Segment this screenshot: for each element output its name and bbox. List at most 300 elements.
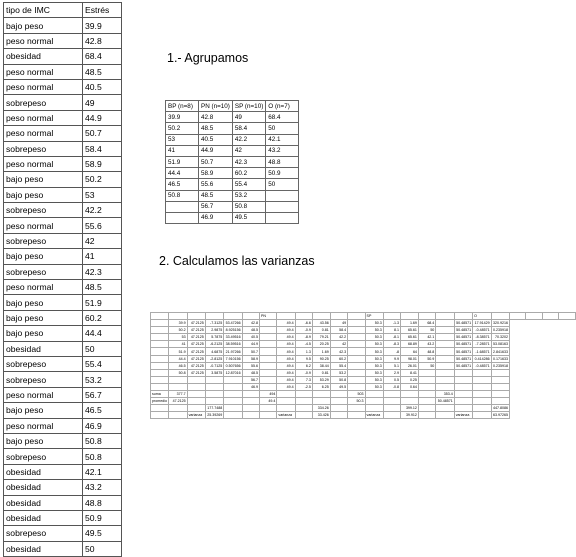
table-cell bbox=[260, 320, 277, 327]
table-cell: 39.9 bbox=[83, 18, 122, 33]
section-title-varianzas: 2. Calculamos las varianzas bbox=[159, 254, 315, 268]
table-cell bbox=[169, 405, 187, 412]
table-cell: 7.3 bbox=[295, 376, 312, 383]
table-cell: 50.48571 bbox=[437, 399, 453, 404]
table-cell: 8.1 bbox=[383, 327, 400, 334]
table-cell bbox=[312, 391, 330, 398]
table-row bbox=[151, 341, 576, 348]
table-cell bbox=[151, 362, 169, 369]
table-row bbox=[151, 369, 576, 376]
table-cell: 50.9 bbox=[266, 168, 299, 179]
table-cell bbox=[383, 412, 400, 419]
table-cell: -0.48571 bbox=[473, 362, 491, 369]
table-row bbox=[4, 326, 122, 341]
table-cell: 50.48571 bbox=[456, 349, 472, 354]
table-cell: 0.171633 bbox=[493, 356, 508, 361]
table-cell bbox=[436, 355, 454, 362]
table-cell: 53 bbox=[166, 134, 199, 145]
table-row bbox=[4, 264, 122, 279]
table-cell: 53.2 bbox=[330, 369, 347, 376]
table-cell: 55.4 bbox=[83, 356, 122, 371]
table-cell: obesidad bbox=[4, 480, 83, 495]
table-cell: -0.8 bbox=[383, 383, 400, 390]
table-cell: varianza bbox=[187, 412, 205, 419]
table-cell: 48.8 bbox=[83, 495, 122, 510]
table-cell: 49.5 bbox=[83, 526, 122, 541]
table-row bbox=[166, 168, 299, 179]
table-cell: 65.61 bbox=[401, 327, 419, 334]
table-cell: 43.2 bbox=[418, 341, 435, 348]
table-cell bbox=[224, 391, 242, 398]
grouped-table bbox=[165, 100, 299, 224]
table-row bbox=[4, 295, 122, 310]
table-cell: 50.3 bbox=[365, 383, 383, 390]
table-cell: 48.8 bbox=[266, 156, 299, 167]
table-cell bbox=[260, 327, 277, 334]
table-cell: 44.9 bbox=[83, 110, 122, 125]
table-cell: tipo de IMC bbox=[4, 3, 83, 18]
table-row bbox=[151, 348, 576, 355]
table-cell bbox=[491, 398, 509, 405]
table-cell bbox=[242, 398, 259, 405]
table-cell: 51.9 bbox=[166, 156, 199, 167]
variance-table-body bbox=[151, 313, 576, 419]
table-cell: 50.3 bbox=[365, 348, 383, 355]
table-cell: 55.6 bbox=[242, 362, 259, 369]
table-cell bbox=[224, 376, 242, 383]
table-row bbox=[4, 372, 122, 387]
table-row bbox=[151, 320, 576, 327]
table-cell: -7.28571 bbox=[473, 341, 491, 348]
table-row bbox=[4, 541, 122, 556]
table-cell: 50 bbox=[83, 341, 122, 356]
table-cell bbox=[330, 412, 347, 419]
table-cell: 334.26 bbox=[312, 405, 330, 412]
table-cell: SP bbox=[365, 313, 383, 320]
table-cell: 50.8 bbox=[166, 190, 199, 201]
table-cell: 20.25 bbox=[312, 341, 330, 348]
table-cell: 50.48571 bbox=[456, 321, 472, 326]
table-row bbox=[4, 280, 122, 295]
table-cell: 53 bbox=[169, 334, 187, 341]
table-cell bbox=[312, 313, 330, 320]
table-cell: peso normal bbox=[4, 64, 83, 79]
table-cell bbox=[260, 412, 277, 419]
table-cell: sobrepeso bbox=[4, 356, 83, 371]
table-cell: 50.3 bbox=[348, 398, 365, 405]
table-cell: 51.9 bbox=[169, 348, 187, 355]
table-cell: -0.7125 bbox=[205, 362, 223, 369]
table-cell: -2.5 bbox=[295, 383, 312, 390]
table-cell: 42 bbox=[232, 145, 265, 156]
table-cell: 2.9 bbox=[383, 369, 400, 376]
table-cell: 64 bbox=[401, 348, 419, 355]
table-cell bbox=[365, 398, 383, 405]
table-cell: 50.2 bbox=[166, 123, 199, 134]
table-cell bbox=[473, 391, 491, 398]
table-cell bbox=[348, 355, 365, 362]
table-cell: -8 bbox=[383, 348, 400, 355]
table-cell: 39.9 bbox=[169, 320, 187, 327]
table-row bbox=[4, 33, 122, 48]
table-row bbox=[151, 391, 576, 398]
table-cell bbox=[224, 398, 242, 405]
table-cell: 38.59516 bbox=[225, 342, 241, 347]
table-cell bbox=[295, 412, 312, 419]
table-row bbox=[166, 156, 299, 167]
table-cell bbox=[454, 369, 472, 376]
table-cell: 48.5 bbox=[83, 280, 122, 295]
table-cell bbox=[436, 320, 454, 327]
table-cell bbox=[436, 348, 454, 355]
table-cell: SP (n=10) bbox=[232, 101, 265, 112]
table-cell bbox=[151, 412, 169, 419]
table-cell bbox=[436, 405, 454, 412]
table-cell: 48.5 bbox=[199, 123, 233, 134]
table-cell: 5.1 bbox=[383, 362, 400, 369]
table-cell: -4.5 bbox=[295, 341, 312, 348]
table-cell: 65.61 bbox=[401, 334, 419, 341]
table-cell: peso normal bbox=[4, 79, 83, 94]
table-cell: 41 bbox=[166, 145, 199, 156]
table-row bbox=[4, 510, 122, 525]
table-cell: peso normal bbox=[4, 126, 83, 141]
table-cell bbox=[260, 369, 277, 376]
table-cell: 50.7 bbox=[199, 156, 233, 167]
table-cell bbox=[330, 391, 347, 398]
table-row bbox=[4, 356, 122, 371]
table-row bbox=[4, 64, 122, 79]
table-cell: 42.3 bbox=[330, 348, 347, 355]
table-cell: 44.9 bbox=[199, 145, 233, 156]
table-cell: 53.2 bbox=[232, 190, 265, 201]
table-cell bbox=[473, 369, 491, 376]
table-cell bbox=[187, 376, 205, 383]
table-cell: varianza bbox=[365, 412, 383, 419]
table-cell: peso normal bbox=[4, 218, 83, 233]
table-cell: 51.9 bbox=[83, 295, 122, 310]
table-cell bbox=[260, 405, 277, 412]
table-cell: 46.9 bbox=[83, 418, 122, 433]
table-cell bbox=[242, 391, 259, 398]
table-row bbox=[151, 327, 576, 334]
table-cell bbox=[224, 313, 242, 320]
table-cell: 58.4 bbox=[330, 327, 347, 334]
table-cell bbox=[260, 376, 277, 383]
table-cell bbox=[418, 391, 435, 398]
table-cell bbox=[436, 341, 454, 348]
table-cell: PN bbox=[260, 313, 277, 320]
table-cell: 49.4 bbox=[277, 362, 295, 369]
table-cell: 40.5 bbox=[199, 134, 233, 145]
table-cell: 44.4 bbox=[83, 326, 122, 341]
table-cell bbox=[473, 376, 491, 383]
table-cell: -8.3 bbox=[383, 341, 400, 348]
table-cell: 42.3 bbox=[232, 156, 265, 167]
table-cell: 49.4 bbox=[277, 383, 295, 390]
table-cell: 47.2125 bbox=[187, 341, 205, 348]
table-cell bbox=[295, 313, 312, 320]
table-cell: 26.01 bbox=[401, 362, 419, 369]
table-cell: 42.8 bbox=[83, 33, 122, 48]
table-cell: 46.5 bbox=[83, 403, 122, 418]
table-cell: 49.4 bbox=[277, 369, 295, 376]
table-cell: obesidad bbox=[4, 541, 83, 556]
table-row bbox=[4, 49, 122, 64]
table-cell: 90.25 bbox=[312, 355, 330, 362]
table-cell: 43.2 bbox=[266, 145, 299, 156]
table-row bbox=[4, 79, 122, 94]
table-row bbox=[4, 310, 122, 325]
table-cell bbox=[277, 405, 295, 412]
table-cell: 50.8 bbox=[83, 433, 122, 448]
table-cell: 1.69 bbox=[401, 320, 419, 327]
table-cell: sobrepeso bbox=[4, 449, 83, 464]
table-cell: 40.5 bbox=[242, 334, 259, 341]
table-cell: bajo peso bbox=[4, 295, 83, 310]
table-cell: 49.4 bbox=[277, 355, 295, 362]
table-cell bbox=[418, 369, 435, 376]
table-cell bbox=[348, 313, 365, 320]
table-cell: 33.426 bbox=[312, 412, 330, 419]
table-cell: obesidad bbox=[4, 464, 83, 479]
table-cell: 49.4 bbox=[260, 398, 277, 405]
table-cell bbox=[418, 412, 435, 419]
table-cell bbox=[348, 383, 365, 390]
table-row bbox=[4, 233, 122, 248]
table-cell: 58.9 bbox=[199, 168, 233, 179]
table-cell bbox=[383, 391, 400, 398]
table-cell bbox=[151, 369, 169, 376]
table-cell bbox=[348, 405, 365, 412]
table-cell: obesidad bbox=[4, 510, 83, 525]
table-cell bbox=[151, 334, 169, 341]
table-cell: 353.4 bbox=[436, 391, 454, 398]
table-cell: -8.38571 bbox=[473, 334, 491, 341]
table-cell: 50.3 bbox=[365, 320, 383, 327]
table-row bbox=[166, 123, 299, 134]
table-cell: 21.97266 bbox=[225, 349, 241, 354]
table-cell bbox=[266, 190, 299, 201]
table-cell: 50.3 bbox=[365, 355, 383, 362]
table-cell bbox=[491, 383, 509, 390]
table-cell: 47.2125 bbox=[187, 355, 205, 362]
table-cell: Estrés bbox=[83, 3, 122, 18]
table-cell: peso normal bbox=[4, 156, 83, 171]
table-cell: 6.2 bbox=[295, 362, 312, 369]
table-cell bbox=[436, 376, 454, 383]
table-cell bbox=[205, 313, 223, 320]
table-cell: 39.9 bbox=[166, 112, 199, 123]
table-row bbox=[4, 18, 122, 33]
table-cell bbox=[295, 398, 312, 405]
table-cell: 48.5 bbox=[83, 64, 122, 79]
table-cell: 9.5 bbox=[295, 355, 312, 362]
table-cell: 68.4 bbox=[266, 112, 299, 123]
table-cell: 49.4 bbox=[277, 348, 295, 355]
table-cell: 60.2 bbox=[330, 355, 347, 362]
table-cell: 25.39269 bbox=[207, 413, 223, 418]
table-cell bbox=[454, 313, 472, 320]
table-cell: 53.29 bbox=[312, 376, 330, 383]
table-cell bbox=[348, 369, 365, 376]
table-cell bbox=[205, 376, 223, 383]
table-cell: -1.3 bbox=[383, 320, 400, 327]
table-row bbox=[4, 203, 122, 218]
table-cell bbox=[169, 383, 187, 390]
table-cell: peso normal bbox=[4, 33, 83, 48]
table-cell bbox=[383, 313, 400, 320]
table-cell: 48.5 bbox=[199, 190, 233, 201]
table-cell: 49.4 bbox=[277, 341, 295, 348]
table-cell: sobrepeso bbox=[4, 372, 83, 387]
table-cell: -0.9 bbox=[295, 327, 312, 334]
table-cell: 50.7 bbox=[83, 126, 122, 141]
table-cell bbox=[330, 313, 347, 320]
table-cell: 68.89 bbox=[401, 341, 419, 348]
table-cell: 63.97265 bbox=[493, 413, 508, 418]
table-cell: 49.4 bbox=[277, 376, 295, 383]
table-cell: 6.25 bbox=[312, 383, 330, 390]
table-cell bbox=[348, 334, 365, 341]
table-cell: 8.925156 bbox=[225, 328, 241, 333]
table-row bbox=[166, 145, 299, 156]
table-cell: 53 bbox=[83, 187, 122, 202]
table-cell: 42.1 bbox=[83, 464, 122, 479]
table-cell: -0.9 bbox=[295, 369, 312, 376]
table-cell bbox=[224, 412, 242, 419]
table-cell: 47.2125 bbox=[187, 327, 205, 334]
table-row bbox=[4, 341, 122, 356]
table-row bbox=[151, 405, 576, 412]
table-cell bbox=[418, 383, 435, 390]
table-cell: 58.4 bbox=[83, 141, 122, 156]
table-cell bbox=[260, 383, 277, 390]
table-row bbox=[4, 449, 122, 464]
table-cell: 8.41 bbox=[401, 369, 419, 376]
table-cell bbox=[436, 383, 454, 390]
table-row bbox=[151, 313, 576, 320]
table-cell bbox=[454, 383, 472, 390]
table-cell: promedio bbox=[152, 399, 167, 404]
table-cell: 33.49516 bbox=[225, 335, 241, 340]
table-cell bbox=[454, 391, 472, 398]
table-cell bbox=[401, 313, 419, 320]
table-cell bbox=[348, 376, 365, 383]
table-cell: sobrepeso bbox=[4, 141, 83, 156]
table-cell: 50.3 bbox=[365, 376, 383, 383]
table-cell: bajo peso bbox=[4, 249, 83, 264]
table-cell: 50 bbox=[266, 123, 299, 134]
table-cell bbox=[187, 383, 205, 390]
table-cell: 42.2 bbox=[330, 334, 347, 341]
table-cell bbox=[205, 398, 223, 405]
table-row bbox=[151, 383, 576, 390]
table-cell bbox=[151, 313, 169, 320]
table-cell bbox=[260, 355, 277, 362]
imc-stress-table bbox=[3, 2, 122, 557]
table-cell: 49 bbox=[232, 112, 265, 123]
table-cell bbox=[151, 383, 169, 390]
table-cell: 56.7 bbox=[242, 376, 259, 383]
table-cell: 50.48571 bbox=[456, 335, 472, 340]
table-row bbox=[4, 187, 122, 202]
table-cell: 50.2 bbox=[83, 172, 122, 187]
table-cell bbox=[526, 313, 542, 320]
table-cell: 48.5 bbox=[242, 369, 259, 376]
table-row bbox=[151, 334, 576, 341]
table-cell bbox=[348, 362, 365, 369]
table-cell bbox=[473, 383, 491, 390]
table-cell bbox=[151, 341, 169, 348]
table-cell: 50.3 bbox=[365, 341, 383, 348]
table-cell: 47.2125 bbox=[187, 348, 205, 355]
table-cell: 49.4 bbox=[277, 327, 295, 334]
table-cell: peso normal bbox=[4, 110, 83, 125]
table-cell: 399.12 bbox=[401, 405, 419, 412]
table-cell: 48.8 bbox=[418, 348, 435, 355]
table-cell bbox=[151, 320, 169, 327]
table-cell bbox=[401, 398, 419, 405]
table-row bbox=[4, 95, 122, 110]
table-cell bbox=[436, 362, 454, 369]
table-row bbox=[166, 190, 299, 201]
table-cell bbox=[454, 376, 472, 383]
table-cell: bajo peso bbox=[4, 326, 83, 341]
table-cell: 47.2125 bbox=[187, 369, 205, 376]
table-row bbox=[151, 376, 576, 383]
table-cell bbox=[348, 320, 365, 327]
table-cell: 50.8 bbox=[169, 369, 187, 376]
table-cell: 1.3 bbox=[295, 348, 312, 355]
table-row bbox=[166, 134, 299, 145]
table-cell bbox=[242, 313, 259, 320]
table-cell bbox=[454, 405, 472, 412]
table-cell: varianza bbox=[454, 412, 472, 419]
table-cell bbox=[436, 369, 454, 376]
table-cell: 60.2 bbox=[83, 310, 122, 325]
table-cell: 42.2 bbox=[83, 203, 122, 218]
table-cell bbox=[295, 405, 312, 412]
table-cell: 42.8 bbox=[199, 112, 233, 123]
table-cell: -8.9 bbox=[295, 334, 312, 341]
table-cell: peso normal bbox=[4, 418, 83, 433]
table-cell bbox=[348, 341, 365, 348]
section-title-agrupamos: 1.- Agrupamos bbox=[167, 51, 249, 65]
table-cell bbox=[151, 348, 169, 355]
table-cell: 44.4 bbox=[169, 355, 187, 362]
table-cell: 377.7 bbox=[169, 391, 187, 398]
table-cell: 41 bbox=[169, 341, 187, 348]
table-cell bbox=[205, 391, 223, 398]
table-cell bbox=[510, 313, 526, 320]
table-cell: 42.2 bbox=[232, 134, 265, 145]
table-cell: 5.7875 bbox=[205, 334, 223, 341]
table-cell: 47.2125 bbox=[187, 362, 205, 369]
table-cell: 17.91429 bbox=[474, 321, 490, 326]
table-cell: O (n=7) bbox=[266, 101, 299, 112]
table-cell: 7.910156 bbox=[225, 356, 241, 361]
table-cell: -1.68571 bbox=[473, 348, 491, 355]
table-cell: -2.8125 bbox=[205, 355, 223, 362]
table-cell bbox=[260, 348, 277, 355]
table-cell: 50 bbox=[266, 179, 299, 190]
table-row bbox=[166, 179, 299, 190]
grouped-table-body bbox=[166, 101, 299, 224]
table-cell bbox=[260, 341, 277, 348]
table-row bbox=[151, 362, 576, 369]
table-cell bbox=[205, 383, 223, 390]
